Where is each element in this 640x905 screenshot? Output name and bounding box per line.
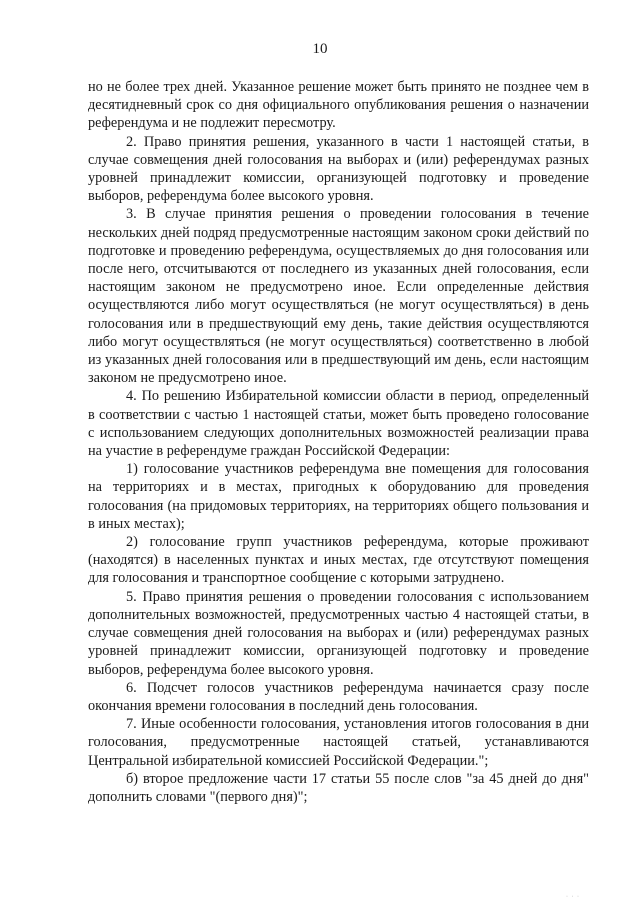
page-number: 10 <box>312 41 328 57</box>
paragraph-subitem-b: б) второе предложение части 17 статьи 55 после слов "за 45 дней до дня" дополнить словами "(первого дня)"; <box>88 770 589 805</box>
document-body <box>88 78 589 806</box>
paragraph-item-1: 1) голосование участников референдума вне помещения для голосования на территориях и в местах, пригодных к оборудованию для проведения голосования (на придомовых территориях, на территориях общего пользования и в иных местах); <box>88 461 589 532</box>
paragraph-part-7: 7. Иные особенности голосования, установления итогов голосования в дни голосования, предусмотренные настоящей статьей, устанавливаются Центральной избирательной комиссией Российской Федерации."; <box>88 716 589 769</box>
paragraph-part-3: 3. В случае принятия решения о проведении голосования в течение нескольких дней подряд предусмотренные настоящим законом сроки действий по подготовке и проведению референдума, осуществляемых до дня голосования или после него, отсчитываются от последнего из указанных дней голосования, если настоящим законом не предусмотрено иное. Если определенные действия осуществляются либо могут осуществляться (не могут осуществляться) в день голосования или в предшествующий ему день, такие действия осуществляются либо могут осуществляться (не могут осуществляться) соответственно в любой из указанных дней голосования или в предшествующий им день, если настоящим законом не предусмотрено иное. <box>88 206 589 387</box>
scan-artifact-mark: · · · <box>566 894 580 900</box>
paragraph-part-6: 6. Подсчет голосов участников референдума начинается сразу после окончания времени голосования в последний день голосования. <box>88 679 589 714</box>
paragraph-part-5: 5. Право принятия решения о проведении голосования с использованием дополнительных возможностей, предусмотренных частью 4 настоящей статьи, в случае совмещения дней голосования на выборах и (или) референдумах разных уровней принадлежит комиссии, организующей подготовку и проведение выборов, референдума более высокого уровня. <box>88 588 589 678</box>
paragraph-continuation: но не более трех дней. Указанное решение может быть принято не позднее чем в десятидневный срок со дня официального опубликования решения о назначении референдума и не подлежит пересмотру. <box>88 79 589 132</box>
paragraph-part-2: 2. Право принятия решения, указанного в части 1 настоящей статьи, в случае совмещения дней голосования на выборах и (или) референдумах разных уровней принадлежит комиссии, организующей подготовку и проведение выборов, референдума более высокого уровня. <box>88 133 589 205</box>
paragraph-item-2: 2) голосование групп участников референдума, которые проживают (находятся) в населенных пунктах и иных местах, где отсутствуют помещения для голосования и транспортное сообщение с которыми затруднено. <box>88 534 589 587</box>
paragraph-part-4: 4. По решению Избирательной комиссии области в период, определенный в соответствии с частью 1 настоящей статьи, может быть проведено голосование с использованием следующих дополнительных возможностей реализации права на участие в референдуме граждан Российской Федерации: <box>88 388 589 460</box>
